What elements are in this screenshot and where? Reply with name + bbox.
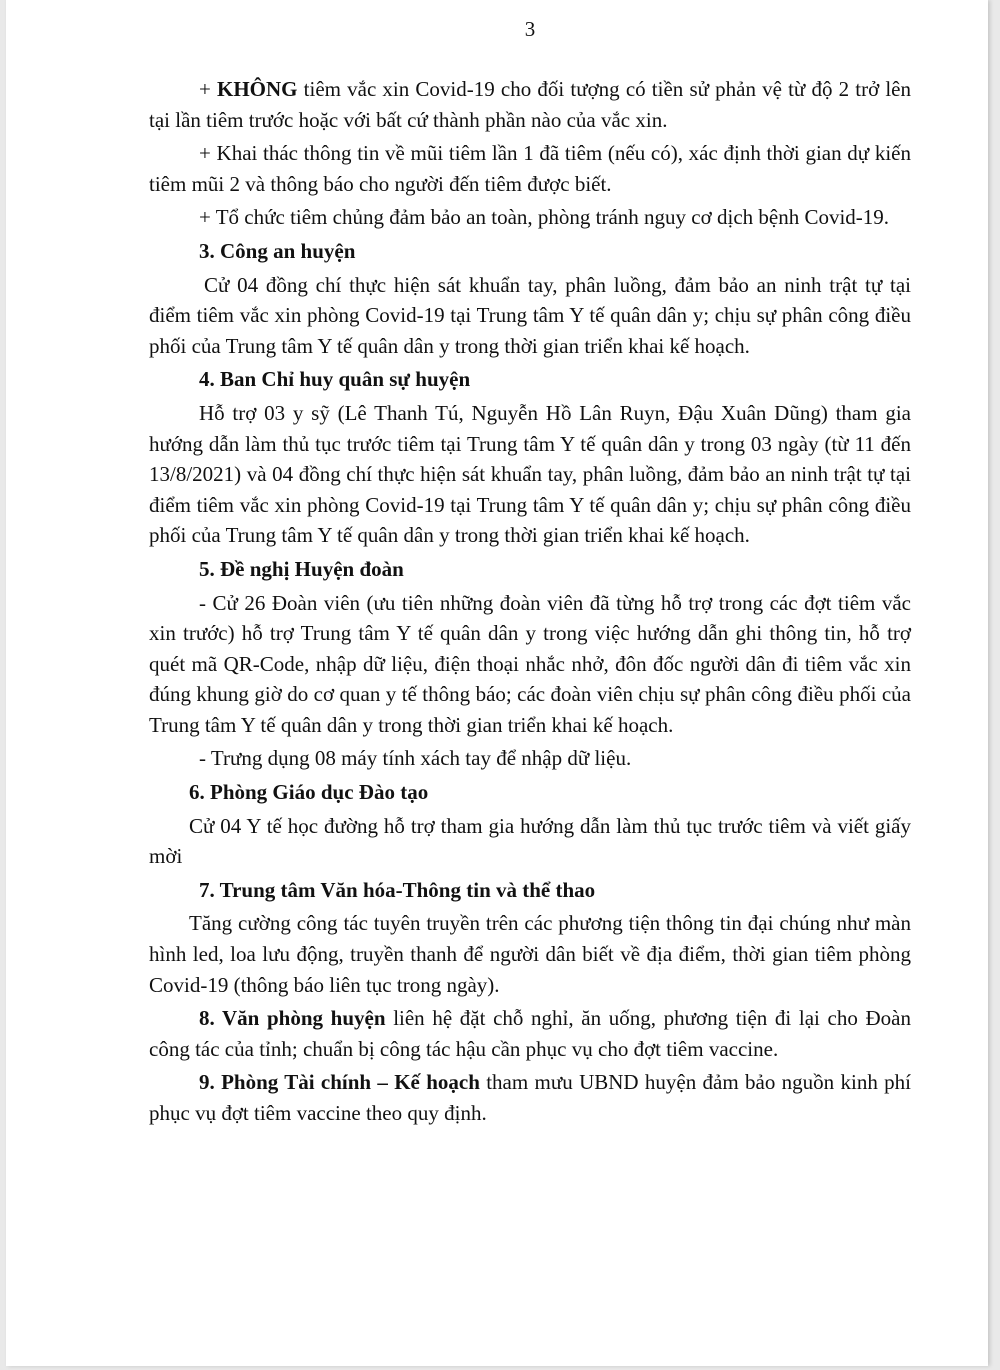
- paragraph-no-vaccination: [149, 74, 911, 135]
- section-phong-giao-duc-text: Cử 04 Y tế học đường hỗ trợ tham gia hướng dẫn làm thủ tục trước tiêm và viết giấy mời: [149, 813, 911, 869]
- heading-trung-tam-van-hoa: 7. Trung tâm Văn hóa-Thông tin và thể thao: [199, 877, 596, 902]
- section-van-phong-huyen-title: 8. Văn phòng huyện: [199, 1006, 386, 1031]
- paragraph-text: tiêm vắc xin Covid-19 cho đối tượng có tiền sử phản vệ từ độ 2 trở lên tại lần tiêm trước hoặc với bất cứ thành phần nào của vắc xin.: [149, 77, 912, 132]
- section-van-phong-huyen-text: liên hệ đặt chỗ nghỉ, ăn uống, phương tiện đi lại cho Đoàn công tác của tỉnh; chuẩn bị công tác hậu cần phục vụ cho đợt tiêm vaccine.: [149, 1006, 911, 1061]
- document-body: [149, 14, 911, 1132]
- emphasis-khong: KHÔNG: [217, 77, 298, 101]
- section-ban-chi-huy-quan-su-text: Hỗ trợ 03 y sỹ (Lê Thanh Tú, Nguyễn Hồ Lân Ruyn, Đậu Xuân Dũng) tham gia hướng dẫn làm thủ tục trước tiêm tại Trung tâm Y tế quân dân y trong 03 ngày (từ 11 đến 13/8/2021) và 04 đồng chí thực hiện sát khuẩn tay, phân luồng, đảm bảo an ninh trật tự tại điểm tiêm vắc xin phòng Covid-19 tại Trung tâm Y tế quân dân y; chịu sự phân công điều phối của Trung tâm Y tế quân dân y trong thời gian triển khai kế hoạch.: [149, 400, 911, 548]
- heading-cong-an-huyen: 3. Công an huyện: [199, 238, 356, 263]
- section-huyen-doan-laptops: - Trưng dụng 08 máy tính xách tay để nhập dữ liệu.: [199, 746, 632, 771]
- paragraph-first-dose-info: + Khai thác thông tin về mũi tiêm lần 1 đã tiêm (nếu có), xác định thời gian dự kiến tiêm mũi 2 và thông báo cho người đến tiêm được biết.: [149, 141, 911, 196]
- heading-huyen-doan: 5. Đề nghị Huyện đoàn: [199, 556, 404, 581]
- section-cong-an-huyen-text: Cử 04 đồng chí thực hiện sát khuẩn tay, phân luồng, đảm bảo an ninh trật tự tại điểm tiêm vắc xin phòng Covid-19 tại Trung tâm Y tế quân dân y; chịu sự phân công điều phối của Trung tâm Y tế quân dân y trong thời gian triển khai kế hoạch.: [149, 272, 911, 358]
- bullet-prefix: +: [199, 77, 217, 101]
- section-trung-tam-van-hoa-text: Tăng cường công tác tuyên truyền trên các phương tiện thông tin đại chúng như màn hình led, loa lưu động, truyền thanh để người dân biết về địa điểm, thời gian tiêm phòng Covid-19 (thông báo liên tục trong ngày).: [149, 911, 911, 997]
- heading-phong-giao-duc: 6. Phòng Giáo dục Đào tạo: [189, 780, 429, 805]
- section-phong-tai-chinh-text: tham mưu UBND huyện đảm bảo nguồn kinh phí phục vụ đợt tiêm vaccine theo quy định.: [149, 1070, 911, 1125]
- page-number: 3: [524, 17, 536, 41]
- document-page: [6, 0, 988, 1366]
- paragraph-safe-vaccination: + Tổ chức tiêm chủng đảm bảo an toàn, phòng tránh nguy cơ dịch bệnh Covid-19.: [199, 205, 890, 230]
- section-phong-tai-chinh-title: 9. Phòng Tài chính – Kế hoạch: [199, 1070, 480, 1095]
- section-van-phong-huyen: [149, 1003, 911, 1064]
- section-phong-tai-chinh: [149, 1067, 911, 1128]
- heading-ban-chi-huy-quan-su: 4. Ban Chỉ huy quân sự huyện: [199, 367, 471, 392]
- section-huyen-doan-text: - Cử 26 Đoàn viên (ưu tiên những đoàn viên đã từng hỗ trợ trong các đợt tiêm vắc xin trước) hỗ trợ Trung tâm Y tế quân dân y trong việc hướng dẫn ghi thông tin, hỗ trợ quét mã QR-Code, nhập dữ liệu, điện thoại nhắc nhở, đôn đốc người dân đi tiêm vắc xin đúng khung giờ do cơ quan y tế thông báo; các đoàn viên chịu sự phân công điều phối của Trung tâm Y tế quân dân y trong thời gian triển khai kế hoạch.: [149, 590, 911, 737]
